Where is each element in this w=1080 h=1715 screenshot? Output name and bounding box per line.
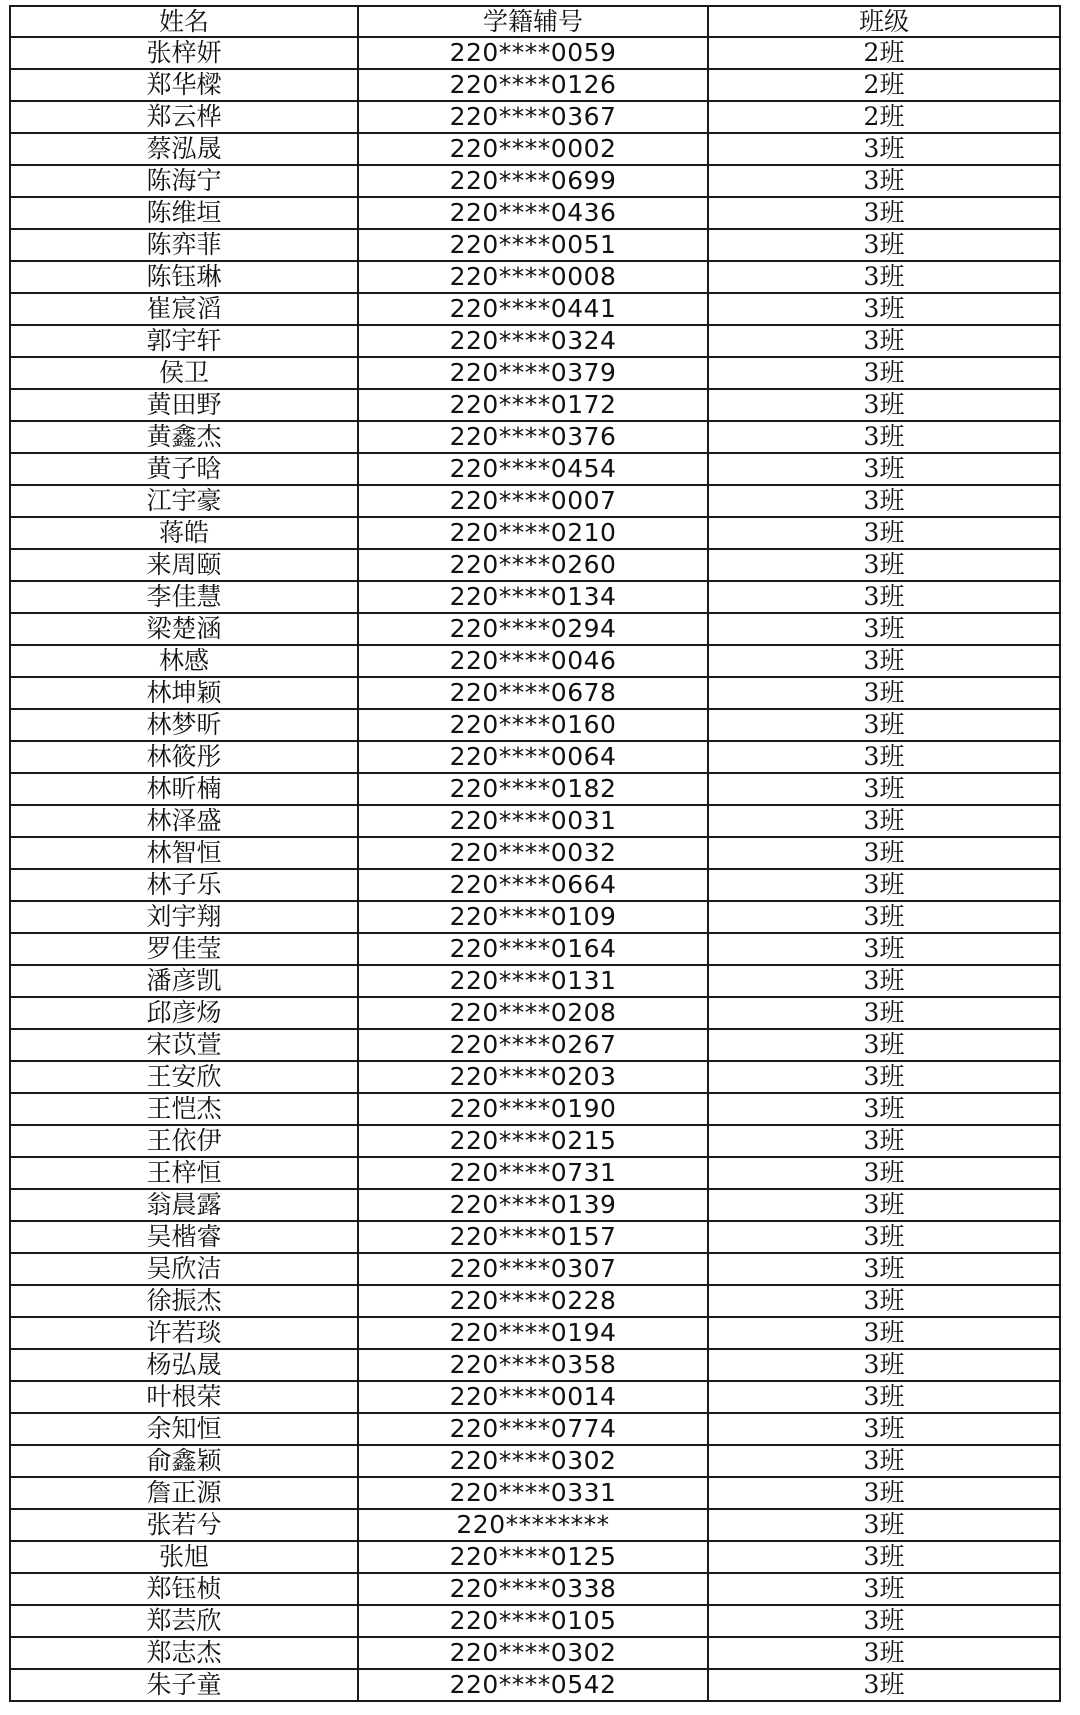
cell-student-id: 220****0774 (358, 1413, 708, 1445)
cell-student-id: 220****0208 (358, 997, 708, 1029)
cell-class: 3班 (708, 1221, 1060, 1253)
cell-name: 陈弈菲 (10, 229, 358, 261)
cell-name: 吴欣洁 (10, 1253, 358, 1285)
cell-student-id: 220****0338 (358, 1573, 708, 1605)
cell-class: 3班 (708, 1381, 1060, 1413)
cell-student-id: 220****0139 (358, 1189, 708, 1221)
cell-name: 徐振杰 (10, 1285, 358, 1317)
cell-student-id: 220****0105 (358, 1605, 708, 1637)
cell-name: 林筱彤 (10, 741, 358, 773)
cell-class: 3班 (708, 1093, 1060, 1125)
cell-class: 3班 (708, 1669, 1060, 1701)
cell-name: 张梓妍 (10, 37, 358, 69)
cell-student-id: 220******** (358, 1509, 708, 1541)
cell-class: 3班 (708, 741, 1060, 773)
cell-name: 王恺杰 (10, 1093, 358, 1125)
cell-name: 叶根荣 (10, 1381, 358, 1413)
cell-name: 蔡泓晟 (10, 133, 358, 165)
cell-name: 江宇豪 (10, 485, 358, 517)
cell-name: 黄子晗 (10, 453, 358, 485)
cell-name: 余知恒 (10, 1413, 358, 1445)
cell-name: 林泽盛 (10, 805, 358, 837)
table-row (10, 1669, 1060, 1701)
cell-student-id: 220****0125 (358, 1541, 708, 1573)
table-row (10, 197, 1060, 229)
cell-name: 郑云桦 (10, 101, 358, 133)
cell-student-id: 220****0160 (358, 709, 708, 741)
cell-student-id: 220****0210 (358, 517, 708, 549)
cell-name: 詹正源 (10, 1477, 358, 1509)
table-row (10, 1605, 1060, 1637)
student-roster-table (9, 5, 1061, 1702)
cell-class: 3班 (708, 997, 1060, 1029)
cell-student-id: 220****0031 (358, 805, 708, 837)
cell-class: 3班 (708, 869, 1060, 901)
cell-student-id: 220****0182 (358, 773, 708, 805)
table-row (10, 1253, 1060, 1285)
table-row (10, 549, 1060, 581)
table-row (10, 645, 1060, 677)
table-row (10, 1029, 1060, 1061)
cell-name: 林子乐 (10, 869, 358, 901)
table-row (10, 1637, 1060, 1669)
cell-class: 3班 (708, 1029, 1060, 1061)
cell-class: 3班 (708, 421, 1060, 453)
cell-class: 3班 (708, 581, 1060, 613)
cell-class: 3班 (708, 1317, 1060, 1349)
cell-student-id: 220****0134 (358, 581, 708, 613)
cell-name: 黄鑫杰 (10, 421, 358, 453)
cell-name: 崔宸滔 (10, 293, 358, 325)
cell-class: 3班 (708, 773, 1060, 805)
cell-student-id: 220****0454 (358, 453, 708, 485)
cell-student-id: 220****0302 (358, 1637, 708, 1669)
cell-class: 3班 (708, 197, 1060, 229)
table-row (10, 101, 1060, 133)
table-row (10, 1573, 1060, 1605)
cell-name: 张旭 (10, 1541, 358, 1573)
cell-class: 3班 (708, 1253, 1060, 1285)
cell-name: 郑芸欣 (10, 1605, 358, 1637)
cell-student-id: 220****0731 (358, 1157, 708, 1189)
table-row (10, 773, 1060, 805)
cell-name: 许若琰 (10, 1317, 358, 1349)
cell-name: 来周颐 (10, 549, 358, 581)
cell-student-id: 220****0441 (358, 293, 708, 325)
table-row (10, 965, 1060, 997)
table-row (10, 1221, 1060, 1253)
cell-student-id: 220****0157 (358, 1221, 708, 1253)
table-row (10, 325, 1060, 357)
cell-class: 3班 (708, 1637, 1060, 1669)
cell-student-id: 220****0215 (358, 1125, 708, 1157)
table-row (10, 901, 1060, 933)
cell-name: 杨弘晟 (10, 1349, 358, 1381)
cell-student-id: 220****0331 (358, 1477, 708, 1509)
table-row (10, 389, 1060, 421)
table-row (10, 741, 1060, 773)
cell-class: 3班 (708, 357, 1060, 389)
cell-class: 3班 (708, 325, 1060, 357)
cell-name: 黄田野 (10, 389, 358, 421)
table-row (10, 517, 1060, 549)
cell-student-id: 220****0307 (358, 1253, 708, 1285)
cell-name: 林感 (10, 645, 358, 677)
cell-name: 朱子童 (10, 1669, 358, 1701)
table-row (10, 37, 1060, 69)
table-row (10, 357, 1060, 389)
cell-name: 郑钰桢 (10, 1573, 358, 1605)
cell-name: 陈维垣 (10, 197, 358, 229)
table-row (10, 229, 1060, 261)
cell-student-id: 220****0542 (358, 1669, 708, 1701)
table-body (10, 37, 1060, 1701)
cell-class: 3班 (708, 133, 1060, 165)
cell-student-id: 220****0228 (358, 1285, 708, 1317)
cell-class: 3班 (708, 1189, 1060, 1221)
cell-class: 3班 (708, 709, 1060, 741)
cell-class: 3班 (708, 293, 1060, 325)
table-row (10, 933, 1060, 965)
cell-student-id: 220****0014 (358, 1381, 708, 1413)
header-class: 班级 (708, 6, 1060, 37)
cell-name: 刘宇翔 (10, 901, 358, 933)
cell-name: 翁晨露 (10, 1189, 358, 1221)
cell-class: 3班 (708, 517, 1060, 549)
table-row (10, 1189, 1060, 1221)
cell-name: 郭宇轩 (10, 325, 358, 357)
table-row (10, 1541, 1060, 1573)
cell-student-id: 220****0379 (358, 357, 708, 389)
cell-student-id: 220****0678 (358, 677, 708, 709)
cell-class: 3班 (708, 1349, 1060, 1381)
table-row (10, 997, 1060, 1029)
cell-student-id: 220****0194 (358, 1317, 708, 1349)
cell-name: 王依伊 (10, 1125, 358, 1157)
table-row (10, 1093, 1060, 1125)
cell-student-id: 220****0367 (358, 101, 708, 133)
cell-student-id: 220****0008 (358, 261, 708, 293)
cell-name: 张若兮 (10, 1509, 358, 1541)
cell-name: 林梦昕 (10, 709, 358, 741)
cell-class: 3班 (708, 645, 1060, 677)
cell-class: 3班 (708, 261, 1060, 293)
cell-class: 2班 (708, 69, 1060, 101)
cell-name: 林昕楠 (10, 773, 358, 805)
cell-class: 3班 (708, 389, 1060, 421)
cell-student-id: 220****0172 (358, 389, 708, 421)
cell-student-id: 220****0131 (358, 965, 708, 997)
cell-class: 3班 (708, 1541, 1060, 1573)
cell-class: 3班 (708, 1445, 1060, 1477)
cell-student-id: 220****0203 (358, 1061, 708, 1093)
cell-student-id: 220****0190 (358, 1093, 708, 1125)
cell-student-id: 220****0002 (358, 133, 708, 165)
cell-name: 俞鑫颖 (10, 1445, 358, 1477)
cell-class: 2班 (708, 101, 1060, 133)
cell-class: 3班 (708, 901, 1060, 933)
cell-student-id: 220****0109 (358, 901, 708, 933)
cell-class: 3班 (708, 1477, 1060, 1509)
cell-name: 陈海宁 (10, 165, 358, 197)
cell-student-id: 220****0376 (358, 421, 708, 453)
cell-name: 王安欣 (10, 1061, 358, 1093)
cell-student-id: 220****0046 (358, 645, 708, 677)
table-row (10, 1125, 1060, 1157)
table-row (10, 485, 1060, 517)
cell-name: 宋苡萱 (10, 1029, 358, 1061)
cell-name: 潘彦凯 (10, 965, 358, 997)
cell-name: 陈钰琳 (10, 261, 358, 293)
cell-student-id: 220****0059 (358, 37, 708, 69)
table-row (10, 69, 1060, 101)
cell-class: 3班 (708, 933, 1060, 965)
cell-class: 3班 (708, 453, 1060, 485)
header-student-id: 学籍辅号 (358, 6, 708, 37)
cell-class: 3班 (708, 805, 1060, 837)
cell-student-id: 220****0699 (358, 165, 708, 197)
table-row (10, 613, 1060, 645)
cell-student-id: 220****0260 (358, 549, 708, 581)
cell-class: 3班 (708, 1573, 1060, 1605)
cell-class: 3班 (708, 165, 1060, 197)
cell-class: 3班 (708, 1125, 1060, 1157)
cell-class: 3班 (708, 1285, 1060, 1317)
table-row (10, 1317, 1060, 1349)
cell-class: 3班 (708, 1157, 1060, 1189)
cell-name: 林智恒 (10, 837, 358, 869)
table-row (10, 1061, 1060, 1093)
cell-student-id: 220****0126 (358, 69, 708, 101)
cell-student-id: 220****0664 (358, 869, 708, 901)
cell-class: 3班 (708, 677, 1060, 709)
cell-name: 蒋皓 (10, 517, 358, 549)
table-row (10, 1413, 1060, 1445)
cell-student-id: 220****0302 (358, 1445, 708, 1477)
cell-student-id: 220****0007 (358, 485, 708, 517)
table-row (10, 581, 1060, 613)
table-row (10, 1509, 1060, 1541)
cell-class: 3班 (708, 1605, 1060, 1637)
header-name: 姓名 (10, 6, 358, 37)
table-row (10, 709, 1060, 741)
table-row (10, 453, 1060, 485)
cell-class: 3班 (708, 549, 1060, 581)
cell-name: 邱彦炀 (10, 997, 358, 1029)
cell-name: 侯卫 (10, 357, 358, 389)
cell-class: 3班 (708, 1509, 1060, 1541)
cell-name: 梁楚涵 (10, 613, 358, 645)
cell-class: 3班 (708, 485, 1060, 517)
cell-student-id: 220****0436 (358, 197, 708, 229)
table-row (10, 1445, 1060, 1477)
table-row (10, 133, 1060, 165)
cell-name: 郑志杰 (10, 1637, 358, 1669)
cell-class: 3班 (708, 229, 1060, 261)
cell-name: 林坤颖 (10, 677, 358, 709)
table-row (10, 1157, 1060, 1189)
cell-class: 3班 (708, 837, 1060, 869)
cell-student-id: 220****0051 (358, 229, 708, 261)
table-row (10, 261, 1060, 293)
table-row (10, 869, 1060, 901)
cell-student-id: 220****0164 (358, 933, 708, 965)
table-header-row (10, 6, 1060, 37)
table-row (10, 421, 1060, 453)
cell-class: 2班 (708, 37, 1060, 69)
table-row (10, 1349, 1060, 1381)
cell-student-id: 220****0032 (358, 837, 708, 869)
table-row (10, 1381, 1060, 1413)
cell-name: 李佳慧 (10, 581, 358, 613)
table-row (10, 837, 1060, 869)
cell-student-id: 220****0267 (358, 1029, 708, 1061)
cell-name: 罗佳莹 (10, 933, 358, 965)
cell-student-id: 220****0324 (358, 325, 708, 357)
cell-name: 吴楷睿 (10, 1221, 358, 1253)
cell-name: 郑华樑 (10, 69, 358, 101)
cell-student-id: 220****0294 (358, 613, 708, 645)
cell-class: 3班 (708, 965, 1060, 997)
table-row (10, 165, 1060, 197)
cell-student-id: 220****0358 (358, 1349, 708, 1381)
cell-student-id: 220****0064 (358, 741, 708, 773)
table-row (10, 293, 1060, 325)
student-roster-sheet (9, 5, 1059, 1706)
table-row (10, 677, 1060, 709)
cell-class: 3班 (708, 613, 1060, 645)
table-row (10, 1477, 1060, 1509)
cell-class: 3班 (708, 1061, 1060, 1093)
table-row (10, 805, 1060, 837)
table-row (10, 1285, 1060, 1317)
cell-name: 王梓恒 (10, 1157, 358, 1189)
cell-class: 3班 (708, 1413, 1060, 1445)
